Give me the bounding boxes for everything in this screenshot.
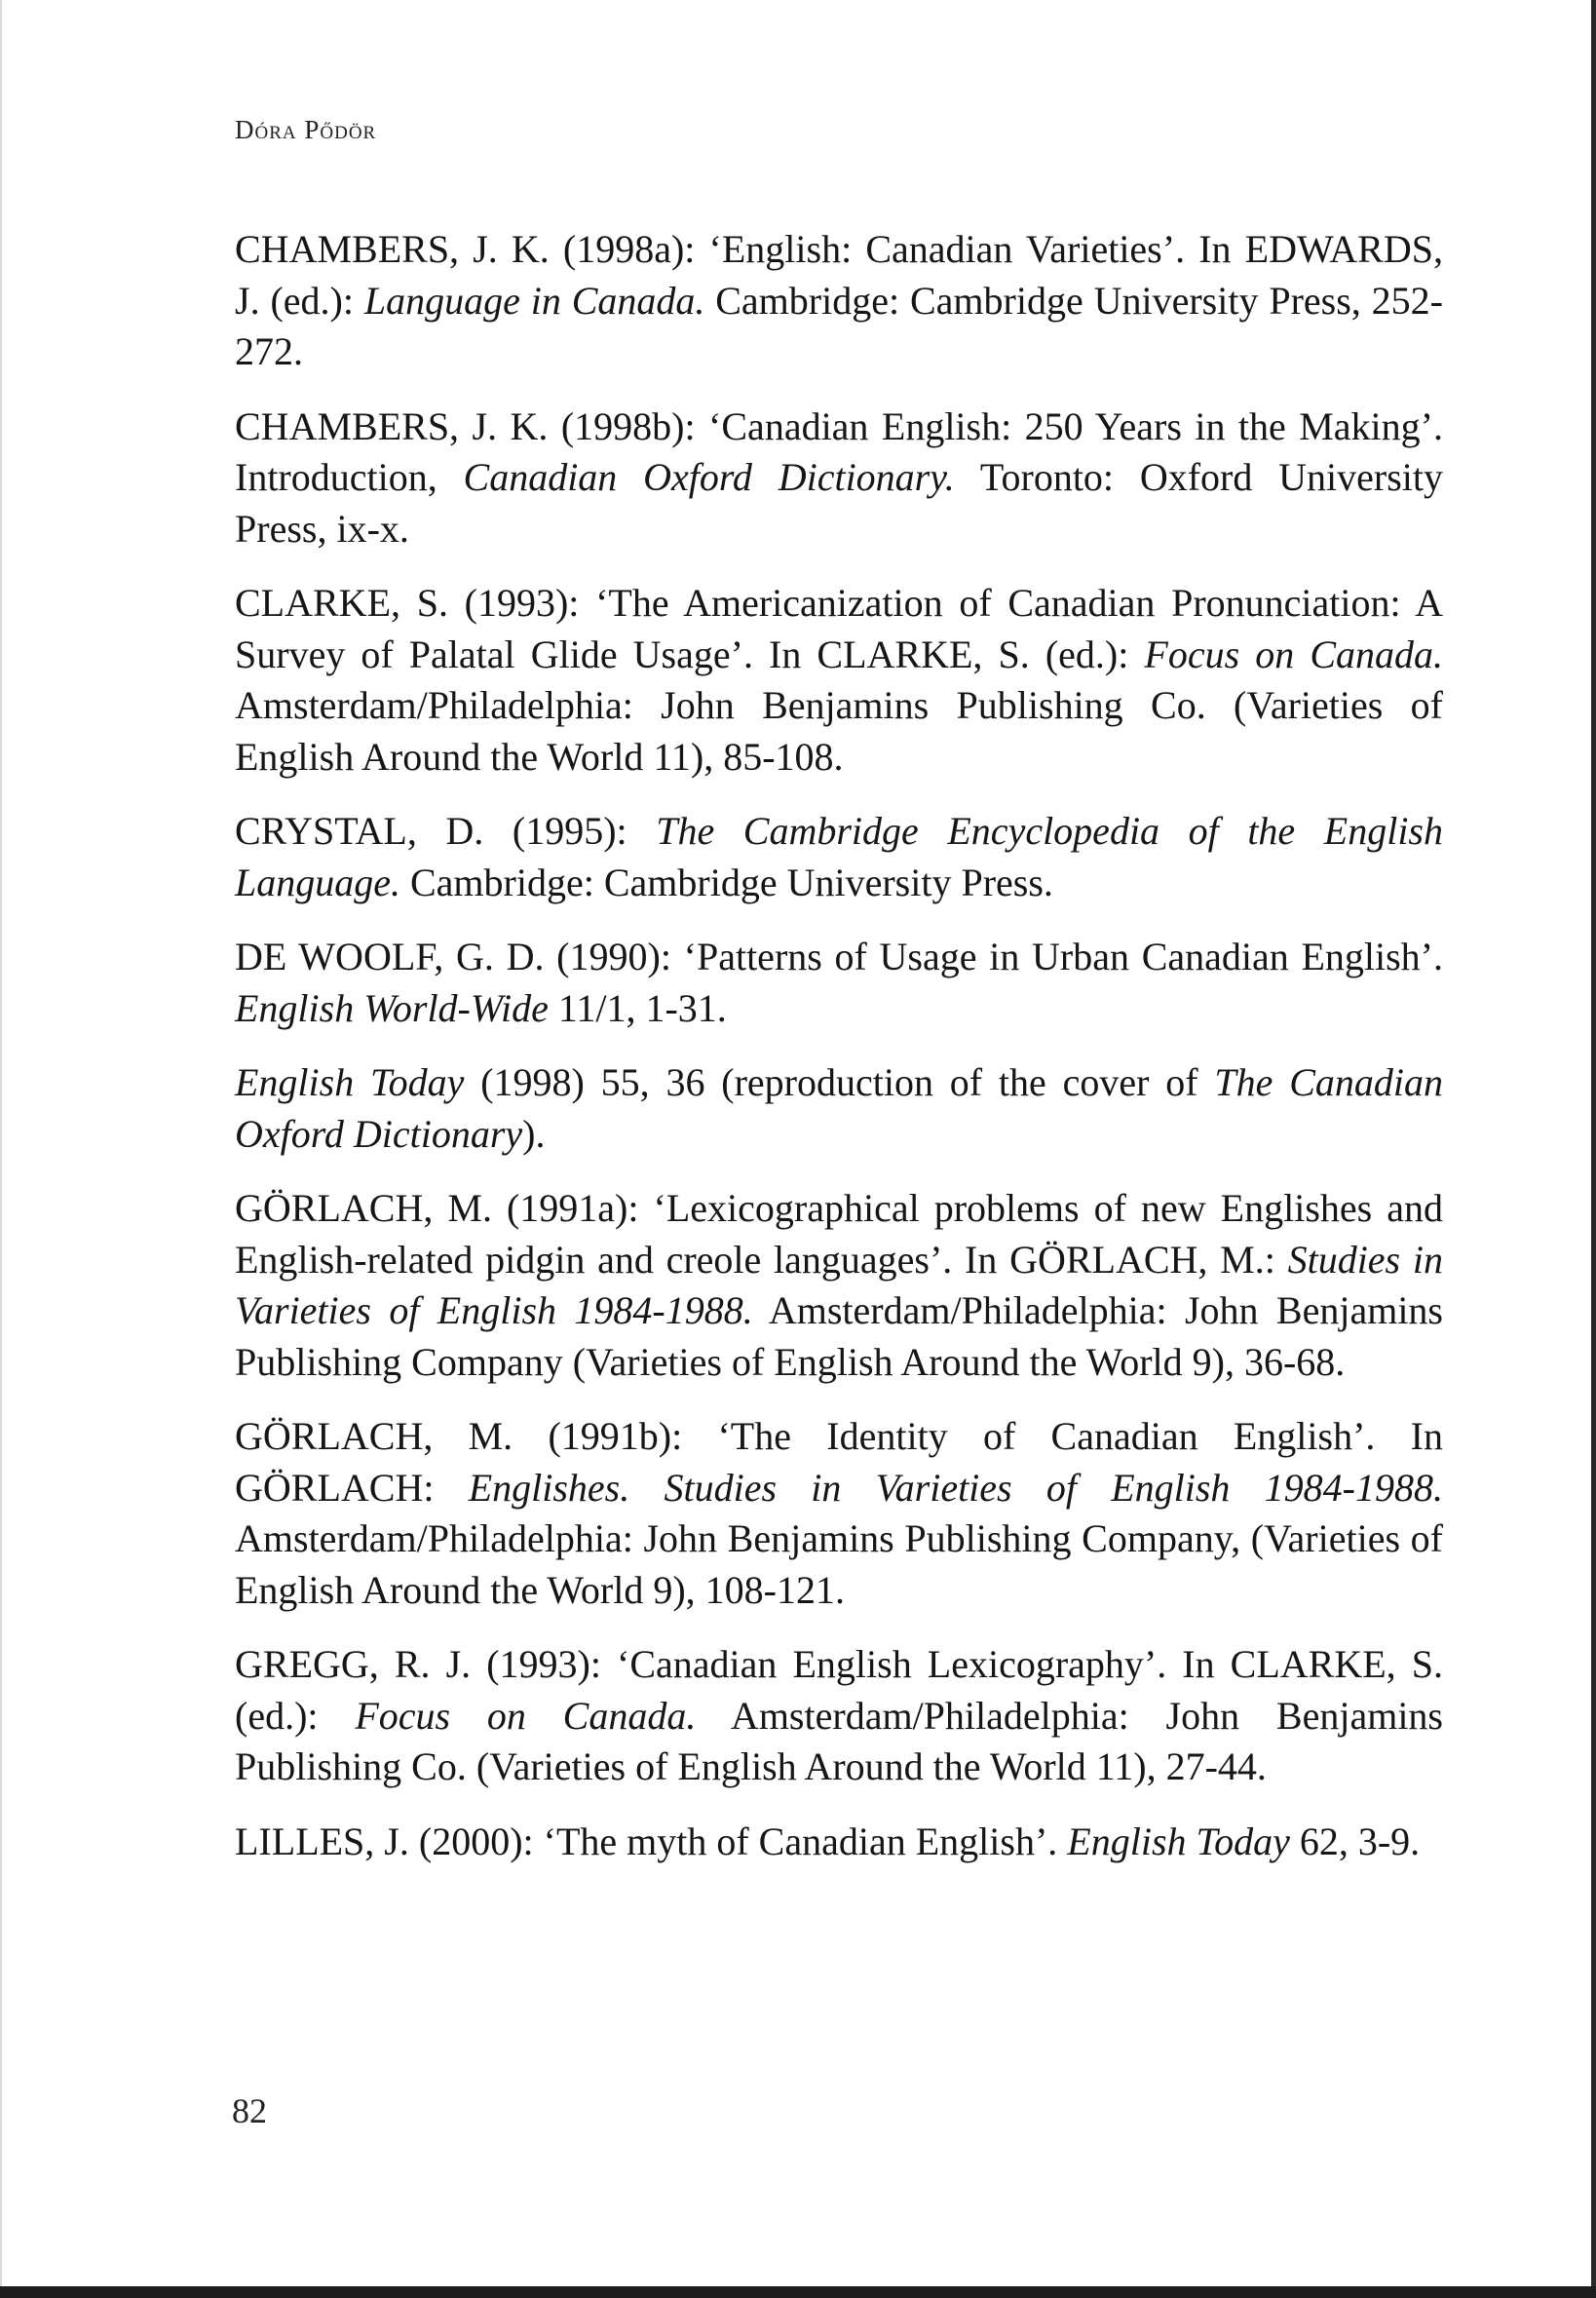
reference-title-italic: Englishes. Studies in Varieties of English 1984-1988.	[468, 1465, 1443, 1510]
reference-text: CHAMBERS, J. K. (1998a): ‘English: Canadian Varieties’. In EDWARDS, J. (ed.):	[235, 227, 1443, 323]
reference-entry	[235, 932, 1443, 1034]
reference-text: LILLES, J. (2000): ‘The myth of Canadian English’.	[235, 1819, 1068, 1863]
reference-text: CRYSTAL, D. (1995):	[235, 809, 657, 853]
reference-text: CLARKE, S. (1993): ‘The Americanization of Canadian Pronunciation: A Survey of Palatal Glide Usage’. In CLARKE, S. (ed.):	[235, 581, 1443, 676]
reference-text: Cambridge: Cambridge University Press.	[400, 860, 1053, 904]
reference-text: Amsterdam/Philadelphia: John Benjamins Publishing Company (Varieties of English Around the World 9), 36-68.	[235, 1288, 1443, 1384]
reference-text: Amsterdam/Philadelphia: John Benjamins Publishing Co. (Varieties of English Around the World 11), 85-108.	[235, 683, 1443, 779]
reference-list	[235, 224, 1443, 1891]
reference-title-italic: Language in Canada.	[363, 278, 705, 323]
reference-entry	[235, 1817, 1443, 1868]
reference-text: GÖRLACH, M. (1991a): ‘Lexicographical problems of new Englishes and English-related pidgin and creole languages’. In GÖRLACH, M.:	[235, 1186, 1443, 1282]
reference-entry	[235, 806, 1443, 908]
reference-text: CHAMBERS, J. K. (1998b): ‘Canadian English: 250 Years in the Making’. Introduction,	[235, 403, 1443, 499]
reference-text: Cambridge: Cambridge University Press, 252-272.	[235, 278, 1443, 373]
reference-entry	[235, 1639, 1443, 1793]
scan-edge-left	[0, 0, 2, 2298]
reference-text: 11/1, 1-31.	[548, 985, 727, 1030]
reference-entry	[235, 578, 1443, 783]
reference-entry	[235, 1183, 1443, 1388]
reference-text: 62, 3-9.	[1289, 1819, 1421, 1863]
reference-title-italic: English World-Wide	[235, 985, 549, 1030]
reference-text: GÖRLACH, M. (1991b): ‘The Identity of Canadian English’. In GÖRLACH:	[235, 1414, 1443, 1510]
reference-title-italic: The Cambridge Encyclopedia of the English Language.	[235, 809, 1443, 904]
reference-title-italic: Studies in Varieties of English 1984-1988.	[235, 1237, 1443, 1332]
reference-title-italic: The Canadian Oxford Dictionary	[235, 1060, 1443, 1156]
reference-text: GREGG, R. J. (1993): ‘Canadian English Lexicography’. In CLARKE, S. (ed.):	[235, 1642, 1443, 1738]
reference-entry	[235, 402, 1443, 555]
reference-entry	[235, 1057, 1443, 1160]
page-number: 82	[232, 2091, 267, 2130]
reference-text: DE WOOLF, G. D. (1990): ‘Patterns of Usage in Urban Canadian English’.	[235, 935, 1443, 978]
reference-text: ).	[522, 1111, 546, 1156]
running-head: Dóra Pődör	[235, 115, 377, 144]
scan-edge-right	[1591, 0, 1596, 2298]
reference-entry	[235, 1411, 1443, 1616]
reference-text: Amsterdam/Philadelphia: John Benjamins Publishing Co. (Varieties of English Around the World 11), 27-44.	[235, 1693, 1443, 1788]
reference-text: Amsterdam/Philadelphia: John Benjamins Publishing Company, (Varieties of English Around the World 9), 108-121.	[235, 1516, 1443, 1612]
reference-text: (1998) 55, 36 (reproduction of the cover of	[464, 1060, 1215, 1104]
reference-title-italic: Focus on Canada.	[1144, 632, 1443, 676]
reference-text: Toronto: Oxford University Press, ix-x.	[235, 455, 1443, 551]
reference-title-italic: Focus on Canada.	[355, 1693, 697, 1738]
reference-title-italic: English Today	[235, 1060, 465, 1104]
reference-entry	[235, 224, 1443, 378]
reference-title-italic: Canadian Oxford Dictionary.	[463, 455, 955, 499]
scan-edge-bottom	[0, 2286, 1596, 2298]
reference-title-italic: English Today	[1067, 1819, 1290, 1863]
